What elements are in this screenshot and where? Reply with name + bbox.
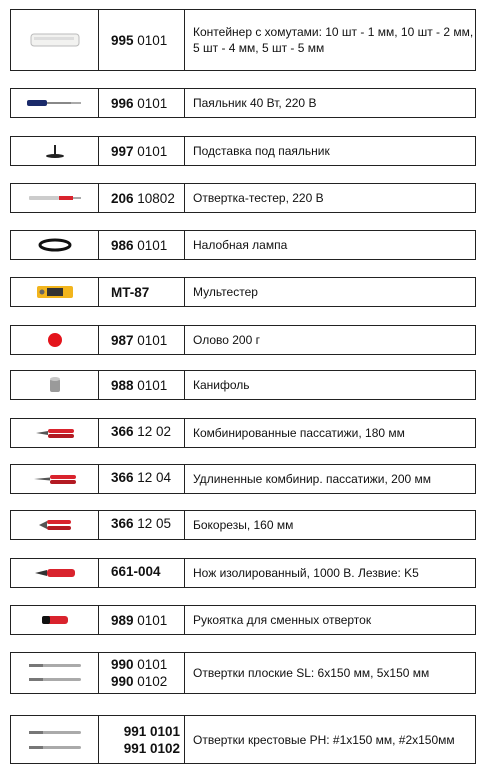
rosin-icon [48, 376, 62, 394]
table-row [10, 325, 476, 355]
item-code: MT-87 [99, 278, 185, 306]
item-image-cell [11, 278, 99, 306]
item-image-cell [11, 184, 99, 212]
item-code: 986 0101 [99, 231, 185, 259]
item-description: Отвертка-тестер, 220 В [193, 191, 324, 205]
phillips-screwdrivers-icon [27, 726, 83, 754]
table-row [10, 464, 476, 494]
item-description: Канифоль [193, 378, 250, 392]
item-description: Рукоятка для сменных отверток [193, 613, 372, 627]
item-image-cell [11, 231, 99, 259]
item-image-cell [11, 511, 99, 539]
container-icon [30, 32, 80, 48]
item-image-cell [11, 606, 99, 634]
item-image-cell [11, 371, 99, 399]
item-code: 990 0101 990 0102 [99, 653, 185, 693]
item-description: Отвертки плоские SL: 6x150 мм, 5x150 мм [193, 666, 430, 680]
soldering-iron-icon [25, 96, 85, 110]
table-row [10, 9, 476, 71]
item-code: 989 0101 [99, 606, 185, 634]
table-row [10, 136, 476, 166]
item-description: Комбинированные пассатижи, 180 мм [193, 426, 405, 440]
table-row [10, 605, 476, 635]
table-row [10, 652, 476, 694]
item-description: Олово 200 г [193, 333, 260, 347]
item-description: Отвертки крестовые PH: #1x150 мм, #2x150мм [193, 732, 455, 747]
item-image-cell [11, 10, 99, 70]
item-description: Мультестер [193, 285, 258, 299]
item-image-cell [11, 653, 99, 693]
pliers-icon [34, 426, 76, 440]
item-image-cell [11, 465, 99, 493]
table-row [10, 230, 476, 260]
item-code: 997 0101 [99, 137, 185, 165]
item-image-cell [11, 716, 99, 763]
table-row [10, 277, 476, 307]
iron-stand-icon [43, 143, 67, 159]
item-image-cell [11, 419, 99, 447]
table-row [10, 183, 476, 213]
side-cutters-icon [37, 517, 73, 533]
item-image-cell [11, 326, 99, 354]
knife-icon [33, 566, 77, 580]
headlamp-icon [37, 238, 73, 252]
item-description: Бокорезы, 160 мм [193, 518, 294, 532]
table-row [10, 510, 476, 540]
table-row [10, 370, 476, 400]
tester-screwdriver-icon [28, 193, 82, 203]
item-code: 366 12 02 [99, 419, 185, 447]
item-description: Удлиненные комбинир. пассатижи, 200 мм [193, 472, 432, 486]
item-code: 996 0101 [99, 89, 185, 117]
item-code: 366 12 04 [99, 465, 185, 493]
item-image-cell [11, 137, 99, 165]
table-row [10, 418, 476, 448]
item-description: Паяльник 40 Вт, 220 В [193, 96, 317, 110]
item-code: 991 0101 991 0102 [99, 716, 185, 763]
item-code: 987 0101 [99, 326, 185, 354]
item-code: 988 0101 [99, 371, 185, 399]
item-description: Налобная лампа [193, 238, 288, 252]
item-description: Контейнер с хомутами: 10 шт - 1 мм, 10 шт - 2 мм, 5 шт - 4 мм, 5 шт - 5 мм [193, 25, 474, 55]
item-code: 661-004 [99, 559, 185, 587]
table-row [10, 558, 476, 588]
item-code: 995 0101 [99, 10, 185, 70]
item-image-cell [11, 559, 99, 587]
item-description: Нож изолированный, 1000 В. Лезвие: K5 [193, 566, 419, 580]
flat-screwdrivers-icon [27, 660, 83, 686]
long-pliers-icon [32, 472, 78, 486]
multimeter-icon [35, 284, 75, 300]
table-row [10, 88, 476, 118]
screwdriver-handle-icon [40, 614, 70, 626]
item-image-cell [11, 89, 99, 117]
item-code: 206 10802 [99, 184, 185, 212]
solder-tin-icon [47, 332, 63, 348]
table-row [10, 715, 476, 764]
item-description: Подставка под паяльник [193, 144, 330, 158]
item-code: 366 12 05 [99, 511, 185, 539]
